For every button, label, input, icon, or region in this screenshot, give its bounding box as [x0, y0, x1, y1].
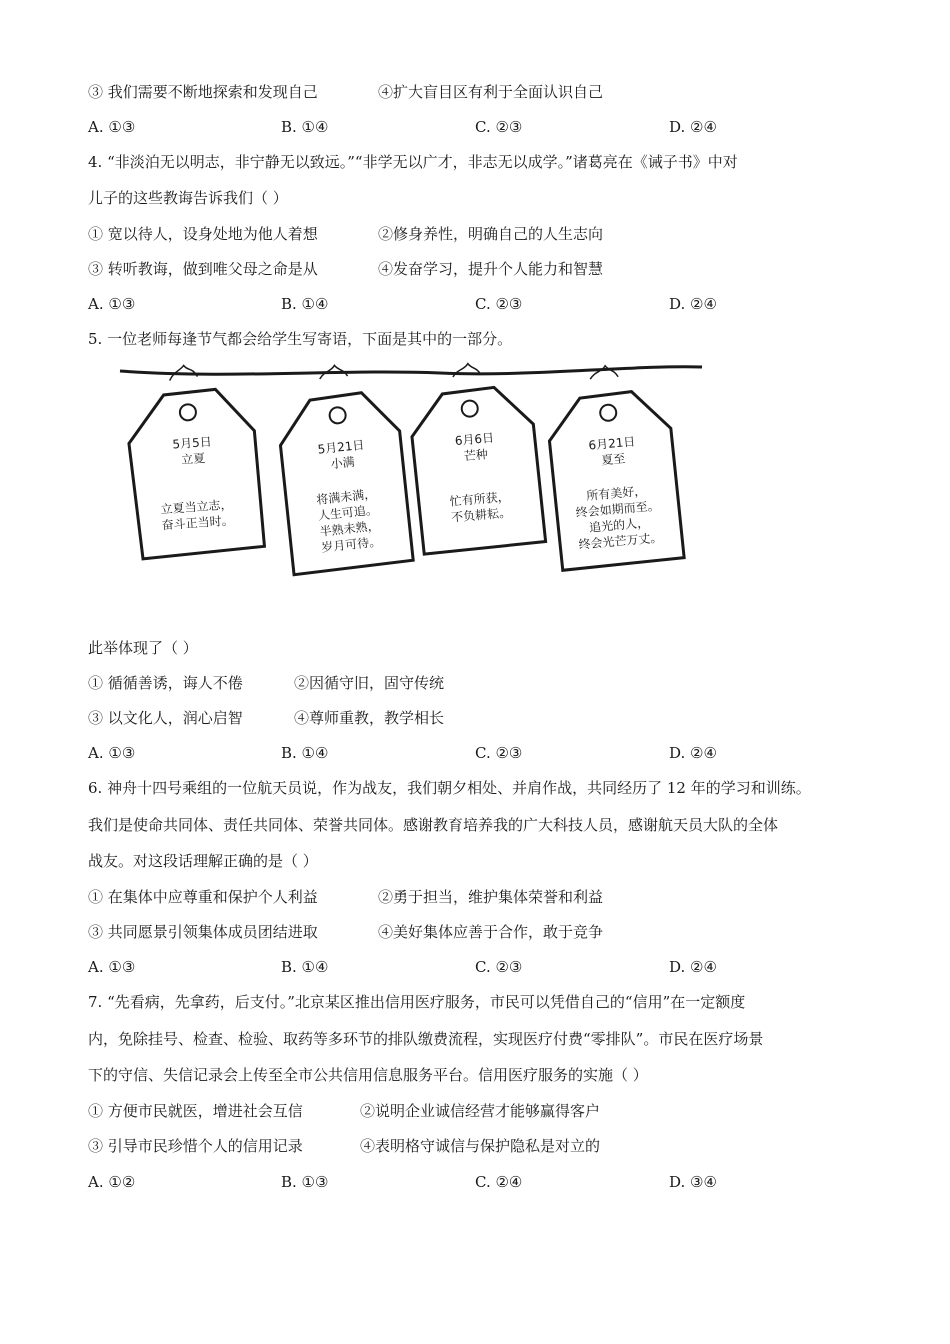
- q4-option-b[interactable]: B. ①④: [281, 295, 329, 313]
- q5-option-b[interactable]: B. ①④: [281, 744, 329, 762]
- tag-date: 6月6日: [454, 430, 495, 449]
- q7-option-d[interactable]: D. ③④: [669, 1173, 717, 1191]
- q3-option-b[interactable]: B. ①④: [281, 118, 329, 136]
- tag-line: 不负耕耘。: [450, 505, 512, 525]
- q4-item-2: ②修身养性，明确自己的人生志向: [378, 225, 604, 243]
- q3-items-3-4: [88, 82, 604, 102]
- q4-stem-line-1: 4. “非淡泊无以明志，非宁静无以致远。”“非学无以广才，非志无以成学。”诸葛亮在《诫子书》中对: [88, 153, 738, 171]
- tag-term: 立夏: [180, 451, 206, 467]
- q7-option-c[interactable]: C. ②④: [475, 1173, 523, 1191]
- q5-items-1-2: [88, 673, 445, 693]
- tag-line: 终会如期而至。: [575, 498, 661, 520]
- q6-item-2: ②勇于担当，维护集体荣誉和利益: [378, 888, 604, 906]
- q4-items-3-4: [88, 259, 604, 279]
- q4-item-1: ① 宽以待人，设身处地为他人着想: [88, 225, 318, 243]
- q7-stem-line-3: 下的守信、失信记录会上传至全市公共信用信息服务平台。信用医疗服务的实施（ ）: [88, 1066, 648, 1084]
- q6-stem-line-1: 6. 神舟十四号乘组的一位航天员说，作为战友，我们朝夕相处、并肩作战，共同经历了 12 年的学习和训练。: [88, 779, 811, 797]
- q6-option-a[interactable]: A. ①③: [88, 958, 136, 976]
- q6-options: [88, 957, 888, 977]
- q7-item-2: ②说明企业诚信经营才能够赢得客户: [360, 1102, 601, 1120]
- q4-option-a[interactable]: A. ①③: [88, 295, 136, 313]
- q3-option-a[interactable]: A. ①③: [88, 118, 136, 136]
- q4-item-3: ③ 转听教诲，做到唯父母之命是从: [88, 260, 318, 278]
- tag-date: 5月5日: [171, 434, 213, 452]
- q5-stem: 5. 一位老师每逢节气都会给学生写寄语，下面是其中的一部分。: [88, 330, 513, 348]
- tag-term: 芒种: [463, 447, 489, 464]
- q7-option-b[interactable]: B. ①③: [281, 1173, 329, 1191]
- q6-option-b[interactable]: B. ①④: [281, 958, 329, 976]
- tag-term: 小满: [329, 454, 356, 472]
- q7-stem-line-1: 7. “先看病，先拿药，后支付。”北京某区推出信用医疗服务，市民可以凭借自己的“信用”在一定额度: [88, 993, 746, 1011]
- q7-item-3: ③ 引导市民珍惜个人的信用记录: [88, 1137, 303, 1155]
- tag-line: 立夏当立志，: [160, 497, 233, 517]
- tag-date: 6月21日: [587, 434, 636, 453]
- tag-hole: [600, 404, 617, 421]
- tag-line: 半熟未熟，: [318, 518, 381, 539]
- q3-option-d[interactable]: D. ②④: [669, 118, 717, 136]
- q7-items-3-4: [88, 1136, 601, 1156]
- tag-line: 所有美好，: [585, 483, 647, 503]
- tag-line: 人生可追。: [317, 502, 379, 523]
- q6-items-1-2: [88, 887, 604, 907]
- q7-item-1: ① 方便市民就医，增进社会互信: [88, 1102, 303, 1120]
- tag-xiaoman: [273, 359, 414, 574]
- tag-term: 夏至: [600, 451, 626, 468]
- tag-hole: [329, 407, 347, 425]
- q7-item-4: ④表明格守诚信与保护隐私是对立的: [360, 1137, 601, 1155]
- q5-item-2: ②因循守旧，固守传统: [294, 674, 445, 692]
- solar-term-tags-illustration: [110, 355, 710, 585]
- q5-item-3: ③ 以文化人，润心启智: [88, 709, 243, 727]
- tag-line: 追光的人，: [588, 515, 650, 535]
- q6-item-4: ④美好集体应善于合作，敢于竞争: [378, 923, 604, 941]
- q5-item-1: ① 循循善诱，诲人不倦: [88, 674, 243, 692]
- q4-items-1-2: [88, 224, 604, 244]
- tag-line: 忙有所获，: [449, 489, 511, 509]
- q4-option-c[interactable]: C. ②③: [475, 295, 523, 313]
- q7-option-a[interactable]: A. ①②: [88, 1173, 136, 1191]
- q6-item-1: ① 在集体中应尊重和保护个人利益: [88, 888, 318, 906]
- q3-item-3: ③ 我们需要不断地探索和发现自己: [88, 83, 318, 101]
- tag-hole: [461, 400, 478, 417]
- tag-line: 将满未满，: [315, 486, 377, 507]
- q6-stem-line-2: 我们是使命共同体、责任共同体、荣誉共同体。感谢教育培养我的广大科技人员，感谢航天员大队的全体: [88, 816, 779, 834]
- q6-option-c[interactable]: C. ②③: [475, 958, 523, 976]
- q6-items-3-4: [88, 922, 604, 942]
- q6-item-3: ③ 共同愿景引领集体成员团结进取: [88, 923, 318, 941]
- q7-stem-line-2: 内，免除挂号、检查、检验、取药等多环节的排队缴费流程，实现医疗付费“零排队”。市民在医疗场景: [88, 1030, 764, 1048]
- tag-xiazhi: [543, 360, 684, 570]
- q5-option-c[interactable]: C. ②③: [475, 744, 523, 762]
- q4-options: [88, 294, 888, 314]
- q7-items-1-2: [88, 1101, 601, 1121]
- q4-item-4: ④发奋学习，提升个人能力和智慧: [378, 260, 604, 278]
- q6-option-d[interactable]: D. ②④: [669, 958, 717, 976]
- q6-stem-line-3: 战友。对这段话理解正确的是（ ）: [88, 852, 318, 870]
- q5-option-d[interactable]: D. ②④: [669, 744, 717, 762]
- q5-option-a[interactable]: A. ①③: [88, 744, 136, 762]
- tag-line: 奋斗正当时。: [161, 513, 235, 533]
- q4-stem-line-2: 儿子的这些教诲告诉我们（ ）: [88, 189, 288, 207]
- q3-options: [88, 117, 888, 137]
- tag-date: 5月21日: [316, 437, 366, 457]
- q5-items-3-4: [88, 708, 445, 728]
- q5-item-4: ④尊师重教，教学相长: [294, 709, 445, 727]
- q3-item-4: ④扩大盲目区有利于全面认识自己: [378, 83, 604, 101]
- q4-option-d[interactable]: D. ②④: [669, 295, 717, 313]
- q3-option-c[interactable]: C. ②③: [475, 118, 523, 136]
- q5-options: [88, 743, 888, 763]
- tag-line: 终会光芒万丈。: [578, 530, 663, 552]
- tag-mangzhong: [406, 358, 546, 554]
- tag-line: 岁月可待。: [320, 534, 382, 555]
- tag-hole: [179, 404, 196, 421]
- q7-options: [88, 1172, 888, 1192]
- q5-question: 此举体现了（ ）: [88, 639, 198, 657]
- tag-lixia: [124, 361, 265, 559]
